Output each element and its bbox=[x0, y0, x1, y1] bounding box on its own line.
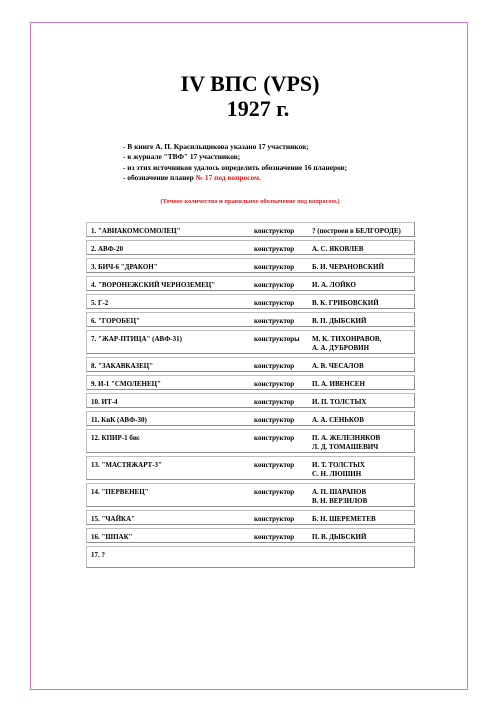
glider-name: 10. ИТ-4 bbox=[91, 398, 118, 406]
glider-name: 12. КПИР-1 бис bbox=[91, 434, 140, 442]
designer-role: конструктор bbox=[254, 380, 295, 388]
page-border bbox=[30, 22, 468, 690]
note-line: - В книге А. П. Красильщикова указано 17 участников; bbox=[123, 142, 309, 151]
designer-name: П. А. ИВЕНСЕН bbox=[312, 380, 365, 388]
designer-name: И. П. ТОЛСТЫХ bbox=[312, 398, 367, 406]
subnote: (Точное количество и правильное обозначение под вопросом.) bbox=[160, 198, 340, 205]
glider-name: 9. И-1 "СМОЛЕНЕЦ" bbox=[91, 380, 161, 388]
designer-name: В. П. ДЫБСКИЙ bbox=[312, 317, 367, 325]
designer-name: И. А. ЛОЙКО bbox=[312, 281, 356, 289]
note-line bbox=[123, 173, 347, 183]
glider-name: 4. "ВОРОНЕЖСКИЙ ЧЕРНОЗЕМЕЦ" bbox=[91, 281, 216, 289]
designer-role: конструктор bbox=[254, 515, 295, 523]
designer-name: Б. И. ЧЕРАНОВСКИЙ bbox=[312, 263, 384, 271]
table-row bbox=[86, 483, 415, 507]
designer-role: конструктор bbox=[254, 398, 295, 406]
table-row bbox=[86, 312, 415, 327]
designer-role: конструктор bbox=[254, 434, 295, 442]
table-row bbox=[86, 393, 415, 408]
table-row bbox=[86, 375, 415, 390]
designer-name: Л. Д. ТОМАШЕВИЧ bbox=[312, 443, 379, 451]
table-row bbox=[86, 222, 415, 237]
note-line: - из этих источников удалось определить обозначение 16 планеров; bbox=[123, 162, 348, 172]
glider-name: 13. "МАСТЯЖАРТ-3" bbox=[91, 461, 162, 469]
designer-name: П. В. ДЫБСКИЙ bbox=[312, 533, 367, 541]
designer-name: С. Н. ЛЮШИН bbox=[312, 470, 362, 478]
designer-role: конструктор bbox=[254, 488, 295, 496]
glider-name: 16. "ШПАК" bbox=[91, 533, 133, 541]
designer-name: А. П. ШАРАПОВ bbox=[312, 488, 367, 496]
designer-role: конструктор bbox=[254, 461, 295, 469]
designer-role: конструктор bbox=[254, 299, 295, 307]
designer-role: конструктор bbox=[254, 263, 295, 271]
table-row bbox=[86, 258, 415, 273]
table-row bbox=[86, 411, 415, 426]
designer-role: конструктор bbox=[254, 362, 295, 370]
designer-name: Б. Н. ШЕРЕМЕТЕВ bbox=[312, 515, 376, 523]
glider-name: 14. "ПЕРВЕНЕЦ" bbox=[91, 488, 149, 496]
designer-name: В. К. ГРИБОВСКИЙ bbox=[312, 299, 379, 307]
glider-name: 17. ? bbox=[91, 551, 105, 559]
glider-name: 11. КиК (АВФ-30) bbox=[91, 416, 147, 424]
table-row bbox=[86, 357, 415, 372]
table-row bbox=[86, 546, 415, 568]
table-row bbox=[86, 294, 415, 309]
note-highlight: № 17 под вопросом. bbox=[195, 172, 261, 182]
designer-role: конструктор bbox=[254, 227, 295, 235]
table-row bbox=[86, 429, 415, 453]
glider-name: 15. "ЧАЙКА" bbox=[91, 515, 136, 523]
note-line: - в журнале "ТВФ" 17 участников; bbox=[123, 152, 241, 162]
table-row bbox=[86, 456, 415, 480]
glider-name: 3. БИЧ-6 "ДРАКОН" bbox=[91, 263, 158, 271]
page-title: IV ВПС (VPS) bbox=[180, 71, 320, 96]
designer-role: конструктор bbox=[254, 281, 295, 289]
designer-name: А. А. ДУБРОВИН bbox=[312, 344, 370, 352]
designer-role: конструкторы bbox=[254, 335, 300, 343]
table-row bbox=[86, 510, 415, 525]
designer-name: П. А. ЖЕЛЕЗНЯКОВ bbox=[312, 434, 381, 442]
designer-role: конструктор bbox=[254, 245, 295, 253]
page-year: 1927 г. bbox=[226, 96, 290, 121]
notes-block bbox=[123, 142, 347, 183]
designer-name: ? (построен в БЕЛГОРОДЕ) bbox=[312, 227, 401, 235]
designer-name: А. А. СЕНЬКОВ bbox=[312, 416, 364, 424]
glider-name: 2. АВФ-20 bbox=[91, 245, 124, 253]
designer-name: В. Н. ВЕРЗИЛОВ bbox=[312, 497, 368, 505]
designer-name: И. Т. ТОЛСТЫХ bbox=[312, 461, 365, 469]
table-row bbox=[86, 276, 415, 291]
designer-name: М. К. ТИХОНРАВОВ, bbox=[312, 335, 382, 343]
designer-name: А. С. ЯКОВЛЕВ bbox=[312, 245, 364, 253]
designer-role: конструктор bbox=[254, 416, 295, 424]
glider-name: 5. Г-2 bbox=[91, 299, 109, 307]
glider-name: 7. "ЖАР-ПТИЦА" (АВФ-31) bbox=[91, 335, 182, 343]
glider-name: 8. "ЗАКАВКАЗЕЦ" bbox=[91, 362, 154, 370]
designer-role: конструктор bbox=[254, 533, 295, 541]
glider-name: 1. "АВИАКОМСОМОЛЕЦ" bbox=[91, 227, 181, 235]
table-row bbox=[86, 240, 415, 255]
note-prefix: - обозначение планер bbox=[123, 172, 196, 182]
glider-name: 6. "ГОРОБЕЦ" bbox=[91, 317, 140, 325]
table-row bbox=[86, 528, 415, 543]
table-row bbox=[86, 330, 415, 354]
designer-role: конструктор bbox=[254, 317, 295, 325]
designer-name: А. В. ЧЕСАЛОВ bbox=[312, 362, 364, 370]
